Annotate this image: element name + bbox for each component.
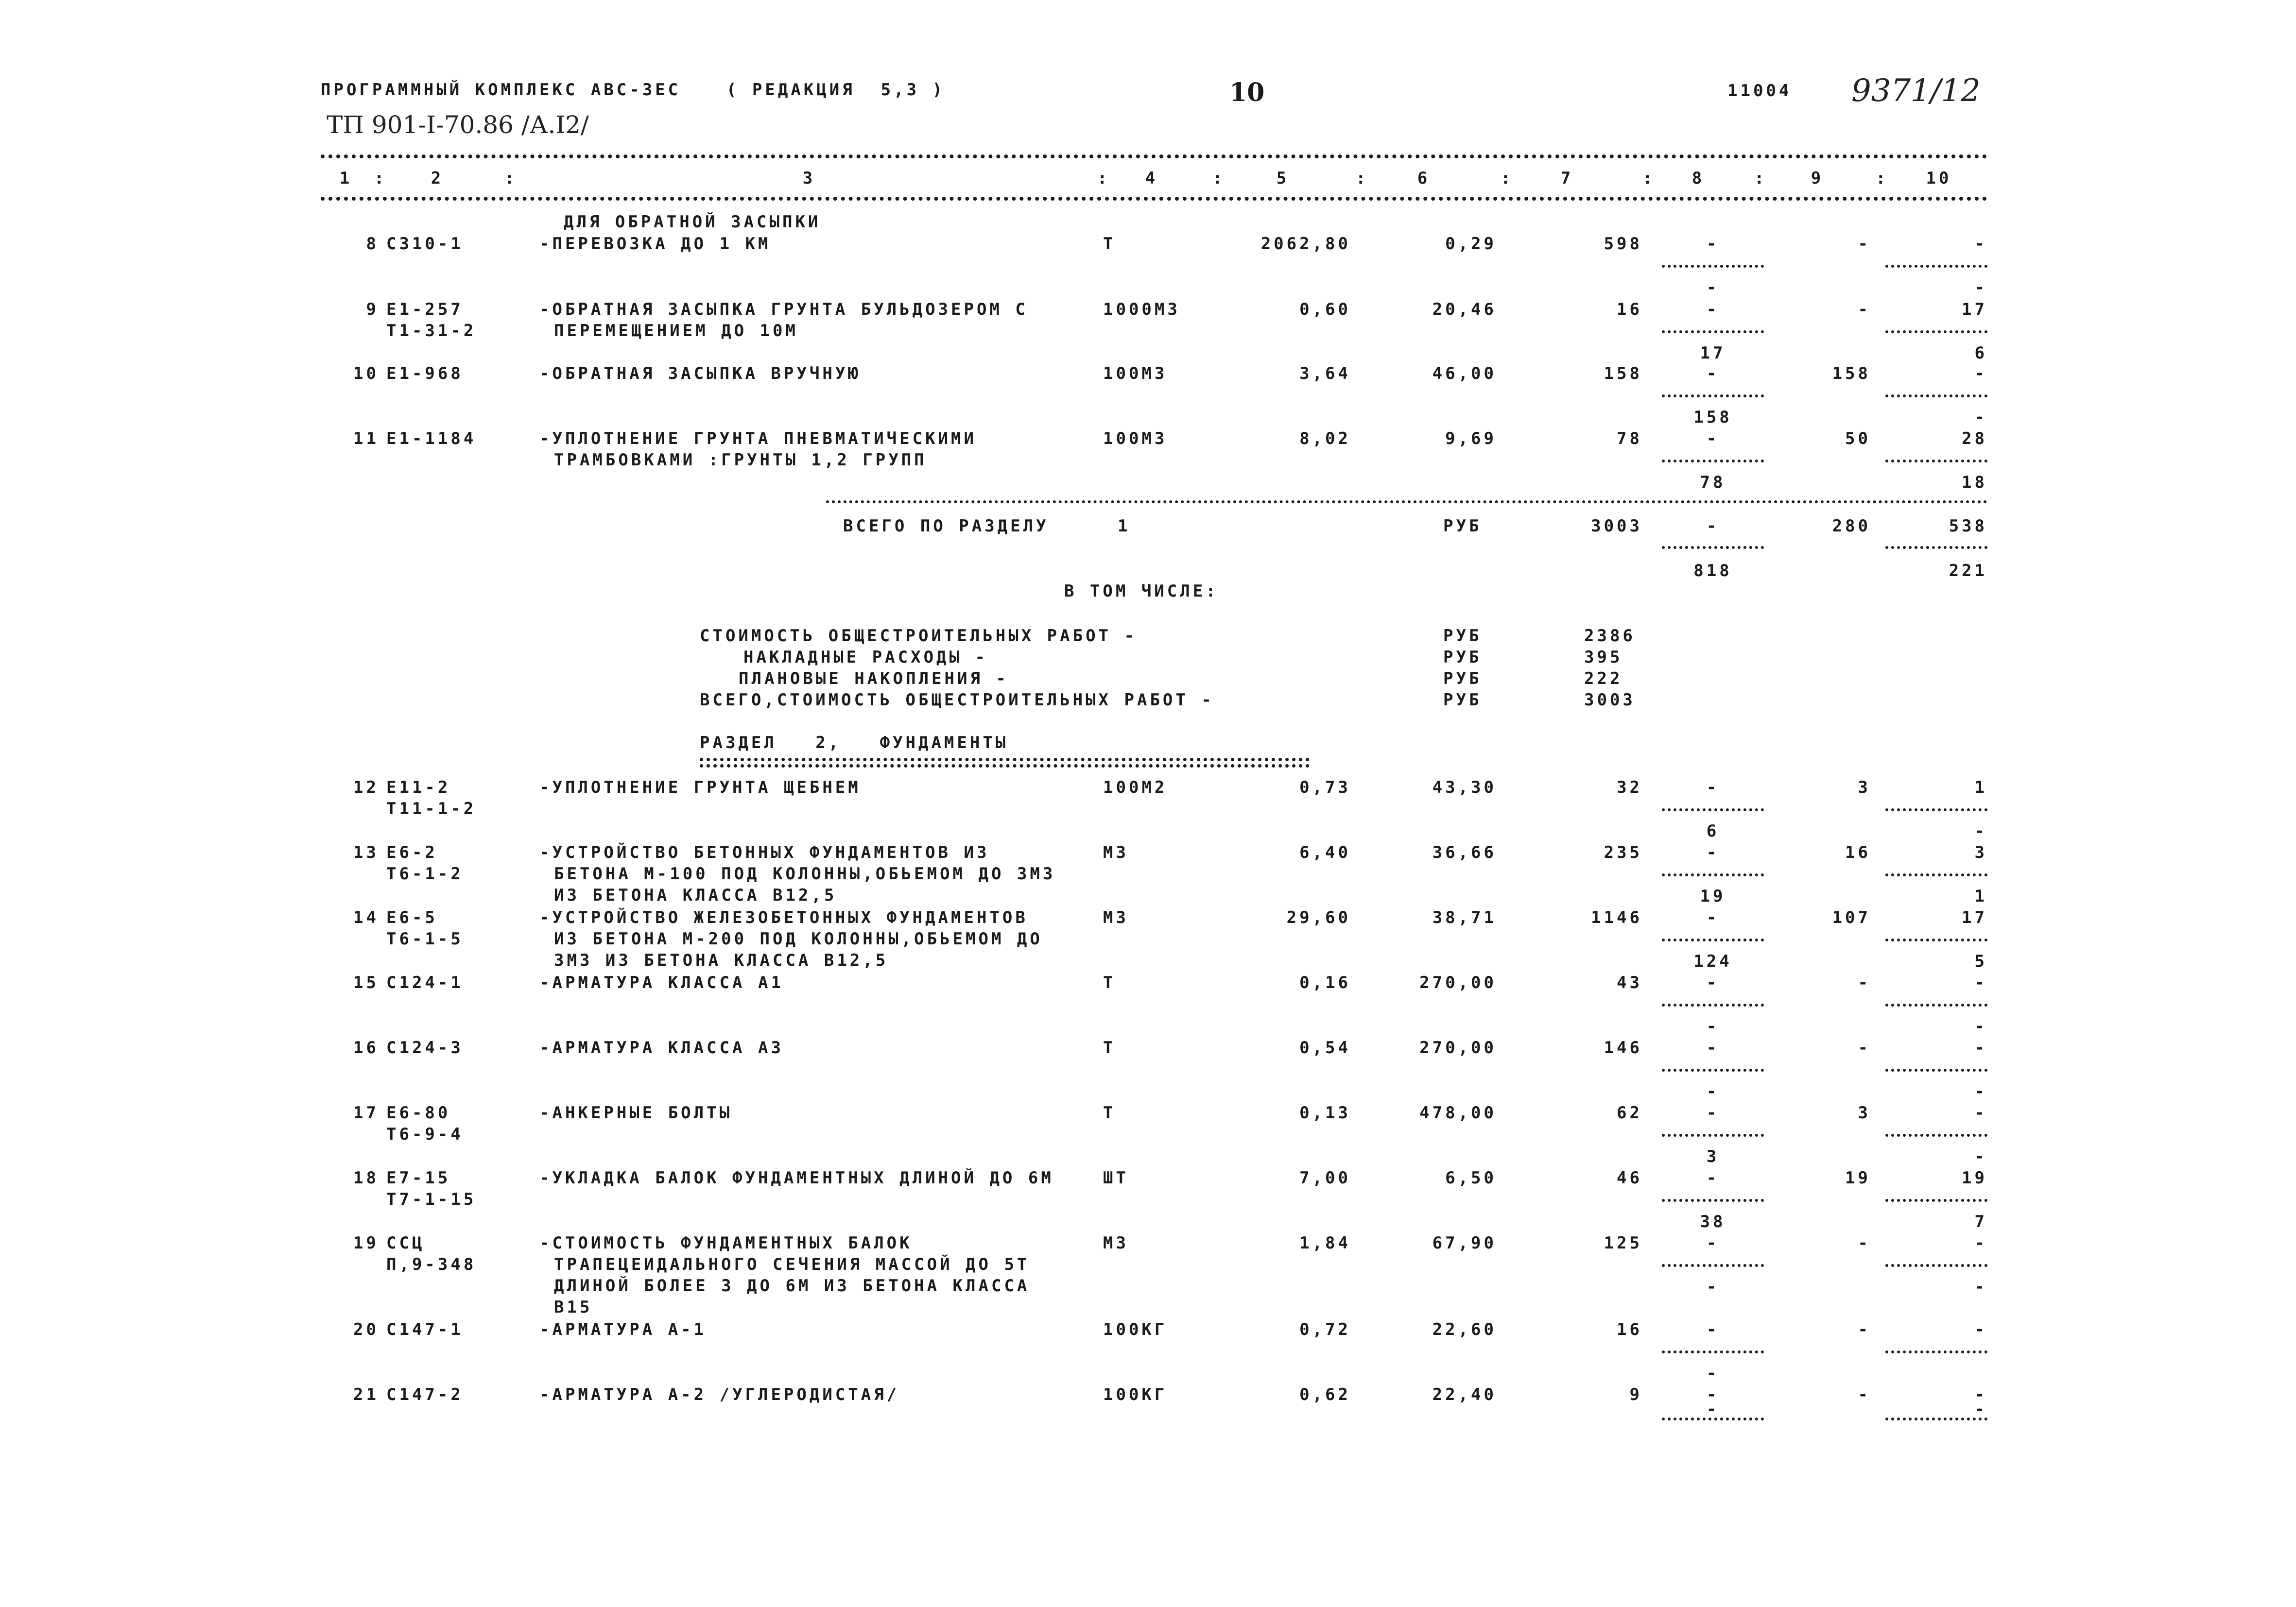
subrule (1662, 330, 1764, 333)
col10-subvalue: - (1974, 1147, 1987, 1166)
work-description-cont: 3М3 ИЗ БЕТОНА КЛАССА В12,5 (554, 951, 889, 970)
breakdown-value: 395 (1584, 648, 1623, 667)
row-number: 10 (353, 364, 379, 383)
total-cost: 62 (1617, 1103, 1642, 1123)
subrule (1885, 1418, 1987, 1420)
norm-code: С147-2 (386, 1385, 464, 1404)
unit: Т (1103, 1103, 1116, 1123)
col8-subvalue: - (1706, 1082, 1720, 1101)
subrule (1662, 1418, 1764, 1420)
project-reference: ТП 901-I-70.86 /А.I2/ (327, 111, 589, 139)
quantity: 6,40 (1299, 843, 1351, 862)
work-description: -ОБРАТНАЯ ЗАСЫПКА ВРУЧНУЮ (539, 364, 861, 383)
unit: Т (1103, 973, 1116, 992)
col-num-7: 7 (1560, 169, 1574, 188)
unit-price: 6,50 (1445, 1168, 1497, 1188)
work-description: -АНКЕРНЫЕ БОЛТЫ (539, 1103, 733, 1123)
col10-subvalue: 221 (1949, 561, 1987, 581)
col-num-2: 2 (431, 169, 444, 188)
carry-over-text: ДЛЯ ОБРАТНОЙ ЗАСЫПКИ (564, 212, 821, 232)
unit-price: 9,69 (1445, 429, 1497, 448)
quantity: 0,13 (1299, 1103, 1351, 1123)
breakdown-label: НАКЛАДНЫЕ РАСХОДЫ - (743, 648, 988, 667)
col8-subvalue: 78 (1700, 473, 1726, 492)
unit-price: 22,40 (1432, 1385, 1497, 1404)
unit-price: 38,71 (1432, 908, 1497, 927)
col10-value: - (1974, 234, 1987, 254)
unit: ШТ (1103, 1168, 1129, 1188)
header-rule-bottom (321, 197, 1987, 201)
breakdown-label: СТОИМОСТЬ ОБЩЕСТРОИТЕЛЬНЫХ РАБОТ - (700, 626, 1137, 646)
unit: 100М3 (1103, 429, 1168, 448)
quantity: 8,02 (1299, 429, 1351, 448)
work-description: -АРМАТУРА А-2 /УГЛЕРОДИСТАЯ/ (539, 1385, 900, 1404)
work-description: -АРМАТУРА А-1 (539, 1320, 707, 1339)
col-num-8: 8 (1692, 169, 1705, 188)
subrule (1885, 1351, 1987, 1353)
col10-subvalue: 6 (1974, 343, 1987, 363)
subrule (1662, 1351, 1764, 1353)
col8-subvalue: 3 (1706, 1147, 1720, 1166)
quantity: 29,60 (1286, 908, 1351, 927)
col10-subvalue: 7 (1974, 1212, 1987, 1231)
work-description: -ПЕРЕВОЗКА ДО 1 КМ (539, 234, 771, 254)
work-description-cont: ПЕРЕМЕЩЕНИЕМ ДО 10М (554, 321, 798, 341)
norm-code: Е6-2 (386, 843, 438, 862)
col8-subvalue: - (1706, 1277, 1720, 1297)
total-cost: 235 (1604, 843, 1642, 862)
col10-value: - (1974, 1320, 1987, 1339)
unit-price: 22,60 (1432, 1320, 1497, 1339)
unit: Т (1103, 1038, 1116, 1058)
unit: 100М3 (1103, 364, 1168, 383)
subrule (1885, 265, 1987, 268)
col8-value: - (1706, 908, 1720, 927)
total-cost: 43 (1617, 973, 1642, 992)
row-number: 9 (366, 300, 379, 319)
col8-subvalue: 158 (1693, 408, 1732, 427)
work-description: -СТОИМОСТЬ ФУНДАМЕНТНЫХ БАЛОК (539, 1233, 913, 1253)
subrule (1885, 460, 1987, 462)
col9-value: 3 (1858, 778, 1871, 797)
breakdown-unit: РУБ (1443, 669, 1482, 688)
unit: Т (1103, 234, 1116, 254)
page-number: 10 (1229, 78, 1265, 107)
col8-subvalue: 19 (1700, 887, 1726, 906)
work-description: -УСТРОЙСТВО ЖЕЛЕЗОБЕТОННЫХ ФУНДАМЕНТОВ (539, 908, 1028, 927)
col-num-4: 4 (1145, 169, 1158, 188)
subrule (1662, 873, 1764, 876)
row-number: 18 (353, 1168, 379, 1188)
col10-value: - (1974, 1103, 1987, 1123)
subrule (1885, 873, 1987, 876)
unit-price: 43,30 (1432, 778, 1497, 797)
col9-value: - (1858, 234, 1871, 254)
col8-subvalue: - (1706, 1364, 1720, 1383)
col9-value: - (1858, 1320, 1871, 1339)
work-description: -ОБРАТНАЯ ЗАСЫПКА ГРУНТА БУЛЬДОЗЕРОМ С (539, 300, 1028, 319)
breakdown-unit: РУБ (1443, 648, 1482, 667)
currency-unit: РУБ (1443, 516, 1482, 536)
unit-price: 270,00 (1419, 1038, 1497, 1058)
quantity: 0,16 (1299, 973, 1351, 992)
work-description-cont: ИЗ БЕТОНА М-200 ПОД КОЛОННЫ,ОБЬЕМОМ ДО (554, 929, 1043, 949)
norm-code-secondary: Т1-31-2 (386, 321, 477, 341)
subrule (1885, 1264, 1987, 1267)
norm-code: Е6-5 (386, 908, 438, 927)
work-description: -АРМАТУРА КЛАССА А1 (539, 973, 784, 992)
col9-value: - (1858, 1385, 1871, 1404)
total-cost: 1146 (1591, 908, 1642, 927)
subrule (1662, 939, 1764, 941)
col8-subvalue: 38 (1700, 1212, 1726, 1231)
section-number: 1 (1118, 516, 1131, 536)
row-number: 16 (353, 1038, 379, 1058)
unit: 100КГ (1103, 1320, 1168, 1339)
quantity: 0,73 (1299, 778, 1351, 797)
subrule (1662, 1069, 1764, 1072)
col8-value: - (1706, 1103, 1720, 1123)
col9-value: 19 (1845, 1168, 1871, 1188)
work-description-cont: ИЗ БЕТОНА КЛАССА В12,5 (554, 886, 837, 905)
norm-code: С310-1 (386, 234, 464, 254)
document-code: 11004 (1727, 81, 1792, 101)
col10-subvalue: 5 (1974, 952, 1987, 971)
col9-value: - (1858, 1233, 1871, 1253)
total-cost: 158 (1604, 364, 1642, 383)
row-number: 19 (353, 1233, 379, 1253)
col10-subvalue: - (1974, 1277, 1987, 1297)
subrule (1662, 1199, 1764, 1202)
subrule (1885, 1199, 1987, 1202)
col8-value: - (1706, 516, 1720, 536)
quantity: 3,64 (1299, 364, 1351, 383)
quantity: 1,84 (1299, 1233, 1351, 1253)
norm-code-secondary: П,9-348 (386, 1255, 477, 1274)
col10-subvalue: - (1974, 1400, 1987, 1419)
norm-code-secondary: Т6-1-2 (386, 864, 464, 884)
col10-subvalue: - (1974, 408, 1987, 427)
col9-value: 280 (1832, 516, 1871, 536)
col10-value: 1 (1974, 778, 1987, 797)
unit-price: 67,90 (1432, 1233, 1497, 1253)
breakdown-value: 3003 (1584, 690, 1636, 710)
including-title: В ТОМ ЧИСЛЕ: (1064, 581, 1219, 601)
row-number: 20 (353, 1320, 379, 1339)
subrule (1885, 394, 1987, 397)
total-cost: 146 (1604, 1038, 1642, 1058)
norm-code: Е6-80 (386, 1103, 451, 1123)
col9-value: - (1858, 300, 1871, 319)
section-total-rule (826, 500, 1987, 503)
breakdown-label: ПЛАНОВЫЕ НАКОПЛЕНИЯ - (739, 669, 1009, 688)
unit: М3 (1103, 908, 1129, 927)
col10-subvalue: 1 (1974, 887, 1987, 906)
col10-value: - (1974, 364, 1987, 383)
quantity: 0,72 (1299, 1320, 1351, 1339)
col8-value: - (1706, 843, 1720, 862)
subrule (1885, 546, 1987, 549)
program-title: ПРОГРАММНЫЙ КОМПЛЕКС АВС-3ЕС (321, 80, 681, 100)
total-cost: 78 (1617, 429, 1642, 448)
unit-price: 36,66 (1432, 843, 1497, 862)
subrule (1885, 1134, 1987, 1137)
norm-code: ССЦ (386, 1233, 425, 1253)
total-cost: 16 (1617, 300, 1642, 319)
col10-value: 19 (1962, 1168, 1987, 1188)
col10-subvalue: - (1974, 1017, 1987, 1036)
norm-code: С124-1 (386, 973, 464, 992)
col10-subvalue: - (1974, 278, 1987, 297)
unit-price: 478,00 (1419, 1103, 1497, 1123)
col10-value: - (1974, 1038, 1987, 1058)
subrule (1885, 1069, 1987, 1072)
total-cost: 9 (1629, 1385, 1642, 1404)
total-cost: 3003 (1591, 516, 1642, 536)
col8-value: - (1706, 364, 1720, 383)
edition-label: ( РЕДАКЦИЯ 5,3 ) (726, 80, 945, 100)
col9-value: 3 (1858, 1103, 1871, 1123)
unit-price: 20,46 (1432, 300, 1497, 319)
work-description: -УКЛАДКА БАЛОК ФУНДАМЕНТНЫХ ДЛИНОЙ ДО 6М (539, 1168, 1054, 1188)
unit: М3 (1103, 843, 1129, 862)
col-num-10: 10 (1926, 169, 1952, 188)
total-cost: 125 (1604, 1233, 1642, 1253)
col8-value: - (1706, 1038, 1720, 1058)
breakdown-value: 2386 (1584, 626, 1636, 646)
norm-code: Е1-1184 (386, 429, 477, 448)
col10-value: - (1974, 973, 1987, 992)
breakdown-unit: РУБ (1443, 690, 1482, 710)
work-description-cont: В15 (554, 1298, 593, 1317)
breakdown-label: ВСЕГО,СТОИМОСТЬ ОБЩЕСТРОИТЕЛЬНЫХ РАБОТ - (700, 690, 1214, 710)
row-number: 17 (353, 1103, 379, 1123)
subrule (1662, 1004, 1764, 1007)
subrule (1885, 939, 1987, 941)
col10-value: 17 (1962, 908, 1987, 927)
col8-value: - (1706, 429, 1720, 448)
col10-subvalue: - (1974, 1082, 1987, 1101)
col8-subvalue: - (1706, 1400, 1720, 1419)
subrule (1885, 1004, 1987, 1007)
col8-value: - (1706, 778, 1720, 797)
breakdown-value: 222 (1584, 669, 1623, 688)
col9-value: - (1858, 1038, 1871, 1058)
column-header-row: 1 : 2 : 3 : 4 : 5 : 6 : 7 : 8 : 9 : 10 (321, 170, 1987, 500)
col10-value: 538 (1949, 516, 1987, 536)
col10-subvalue: 18 (1962, 473, 1987, 492)
norm-code: Е7-15 (386, 1168, 451, 1188)
work-description: -АРМАТУРА КЛАССА А3 (539, 1038, 784, 1058)
col8-subvalue: - (1706, 1017, 1720, 1036)
col8-value: - (1706, 1320, 1720, 1339)
handwritten-sheet-number: 9371/12 (1851, 73, 1981, 109)
section-title-underline (700, 758, 1310, 761)
work-description: -УПЛОТНЕНИЕ ГРУНТА ЩЕБНЕМ (539, 778, 861, 797)
total-cost: 16 (1617, 1320, 1642, 1339)
col10-value: 28 (1962, 429, 1987, 448)
unit-price: 46,00 (1432, 364, 1497, 383)
norm-code: С124-3 (386, 1038, 464, 1058)
work-description: -УПЛОТНЕНИЕ ГРУНТА ПНЕВМАТИЧЕСКИМИ (539, 429, 977, 448)
row-number: 11 (353, 429, 379, 448)
subrule (1662, 1134, 1764, 1137)
quantity: 0,54 (1299, 1038, 1351, 1058)
section-total-label: ВСЕГО ПО РАЗДЕЛУ (843, 516, 1049, 536)
norm-code-secondary: Т6-9-4 (386, 1125, 464, 1144)
norm-code-secondary: Т6-1-5 (386, 929, 464, 949)
col-num-9: 9 (1811, 169, 1824, 188)
col-num-1: 1 (339, 169, 353, 188)
norm-code: Е1-968 (386, 364, 464, 383)
norm-code: С147-1 (386, 1320, 464, 1339)
quantity: 0,62 (1299, 1385, 1351, 1404)
subrule (1662, 546, 1764, 549)
quantity: 0,60 (1299, 300, 1351, 319)
subrule (1662, 394, 1764, 397)
col8-value: - (1706, 1233, 1720, 1253)
work-description-cont: ТРАМБОВКАМИ :ГРУНТЫ 1,2 ГРУПП (554, 450, 927, 470)
unit: 100КГ (1103, 1385, 1168, 1404)
work-description-cont: ТРАПЕЦЕИДАЛЬНОГО СЕЧЕНИЯ МАССОЙ ДО 5Т (554, 1255, 1030, 1274)
col10-value: - (1974, 1385, 1987, 1404)
col8-value: - (1706, 1168, 1720, 1188)
subrule (1662, 808, 1764, 811)
subrule (1662, 460, 1764, 462)
col8-subvalue: 124 (1693, 952, 1732, 971)
col8-value: - (1706, 973, 1720, 992)
col8-subvalue: 17 (1700, 343, 1726, 363)
norm-code: Е1-257 (386, 300, 464, 319)
subrule (1662, 265, 1764, 268)
col9-value: 16 (1845, 843, 1871, 862)
col8-subvalue: 818 (1693, 561, 1732, 581)
row-number: 13 (353, 843, 379, 862)
section-title: РАЗДЕЛ 2, ФУНДАМЕНТЫ (700, 733, 1009, 752)
header-rule-top (321, 154, 1987, 158)
unit-price: 270,00 (1419, 973, 1497, 992)
col-num-5: 5 (1276, 169, 1290, 188)
breakdown-unit: РУБ (1443, 626, 1482, 646)
col8-value: - (1706, 300, 1720, 319)
col9-value: 50 (1845, 429, 1871, 448)
unit: М3 (1103, 1233, 1129, 1253)
col10-value: - (1974, 1233, 1987, 1253)
norm-code-secondary: Т7-1-15 (386, 1190, 477, 1209)
col9-value: 107 (1832, 908, 1871, 927)
col10-value: 3 (1974, 843, 1987, 862)
norm-code: Е11-2 (386, 778, 451, 797)
col8-value: - (1706, 234, 1720, 254)
col9-value: - (1858, 973, 1871, 992)
unit: 100М2 (1103, 778, 1168, 797)
total-cost: 598 (1604, 234, 1642, 254)
row-number: 15 (353, 973, 379, 992)
col10-value: 17 (1962, 300, 1987, 319)
col8-subvalue: - (1706, 278, 1720, 297)
work-description-cont: БЕТОНА М-100 ПОД КОЛОННЫ,ОБЬЕМОМ ДО 3М3 (554, 864, 1056, 884)
subrule (1885, 330, 1987, 333)
col9-value: 158 (1832, 364, 1871, 383)
col-num-6: 6 (1417, 169, 1431, 188)
row-number: 12 (353, 778, 379, 797)
work-description: -УСТРОЙСТВО БЕТОННЫХ ФУНДАМЕНТОВ ИЗ (539, 843, 990, 862)
col10-subvalue: - (1974, 821, 1987, 841)
total-cost: 32 (1617, 778, 1642, 797)
subrule (1662, 1264, 1764, 1267)
total-cost: 46 (1617, 1168, 1642, 1188)
work-description-cont: ДЛИНОЙ БОЛЕЕ 3 ДО 6М ИЗ БЕТОНА КЛАССА (554, 1276, 1030, 1296)
row-number: 8 (366, 234, 379, 254)
col-num-3: 3 (802, 169, 816, 188)
quantity: 7,00 (1299, 1168, 1351, 1188)
unit: 1000М3 (1103, 300, 1180, 319)
col8-value: - (1706, 1385, 1720, 1404)
row-number: 14 (353, 908, 379, 927)
norm-code-secondary: Т11-1-2 (386, 799, 477, 819)
unit-price: 0,29 (1445, 234, 1497, 254)
row-number: 21 (353, 1385, 379, 1404)
col8-subvalue: 6 (1706, 821, 1720, 841)
subrule (1885, 808, 1987, 811)
quantity: 2062,80 (1260, 234, 1351, 254)
